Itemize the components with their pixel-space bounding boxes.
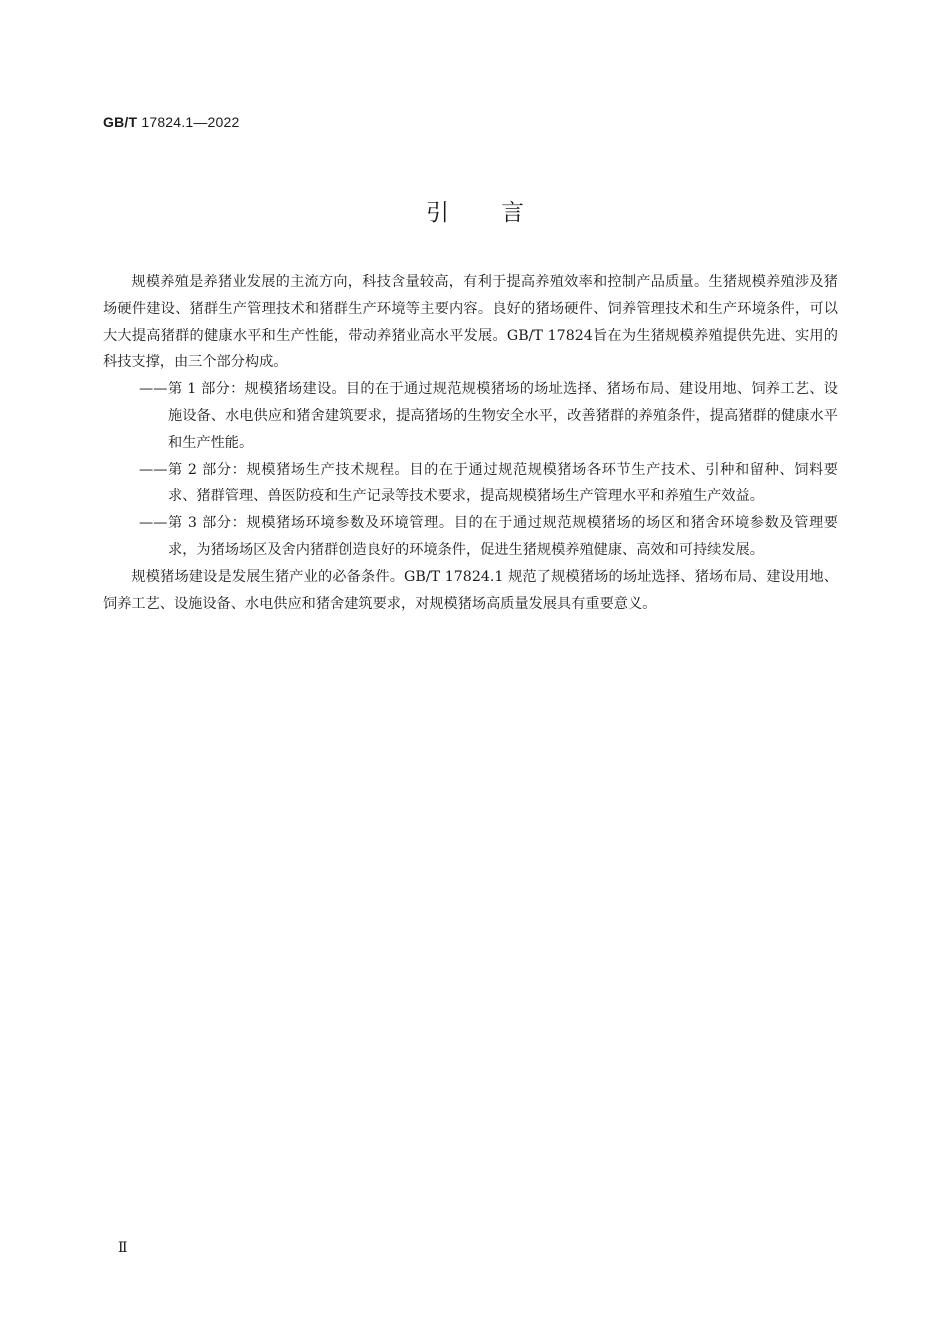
section-title: 引言 xyxy=(426,200,576,226)
list-item-part-1 xyxy=(103,376,838,456)
intro-paragraph: 规模养殖是养猪业发展的主流方向，科技含量较高，有利于提高养殖效率和控制产品质量。生猪规模养殖涉及猪场硬件建设、猪群生产管理技术和猪群生产环境等主要内容。良好的猪场硬件、饲养管理技术和生产环境条件，可以大大提高猪群的健康水平和生产性能，带动养猪业高水平发展。GB/T 17824旨在为生猪规模养殖提供先进、实用的科技支撑，由三个部分构成。 xyxy=(103,274,838,371)
list-item-text: 第 3 部分：规模猪场环境参数及环境管理。目的在于通过规范规模猪场的场区和猪舍环境参数及管理要求，为猪场场区及舍内猪群创造良好的环境条件，促进生猪规模养殖健康、高效和可持续发展。 xyxy=(168,515,838,558)
list-dash: —— xyxy=(139,381,168,398)
list-dash: —— xyxy=(139,461,168,478)
list-dash: —— xyxy=(139,515,168,532)
closing-paragraph: 规模猪场建设是发展生猪产业的必备条件。GB/T 17824.1 规范了规模猪场的场址选择、猪场布局、建设用地、饲养工艺、设施设备、水电供应和猪舍建筑要求，对规模猪场高质量发展具有重要意义。 xyxy=(103,568,838,612)
list-item-text: 第 2 部分：规模猪场生产技术规程。目的在于通过规范规模猪场各环节生产技术、引种和留种、饲料要求、猪群管理、兽医防疫和生产记录等技术要求，提高规模猪场生产管理水平和养殖生产效益。 xyxy=(168,461,838,505)
standard-number: 17824.1—2022 xyxy=(141,114,240,130)
list-item-text: 第 1 部分：规模猪场建设。目的在于通过规范规模猪场的场址选择、猪场布局、建设用地、饲养工艺、设施设备、水电供应和猪舍建筑要求，提高猪场的生物安全水平，改善猪群的养殖条件，提高猪群的健康水平和生产性能。 xyxy=(168,381,838,451)
list-item-part-3 xyxy=(103,510,838,564)
standard-number-header xyxy=(103,114,240,130)
introduction-body xyxy=(103,269,838,617)
page-number: Ⅱ xyxy=(118,1240,128,1256)
list-item-part-2 xyxy=(103,457,838,511)
standard-code: GB/T xyxy=(103,114,138,130)
